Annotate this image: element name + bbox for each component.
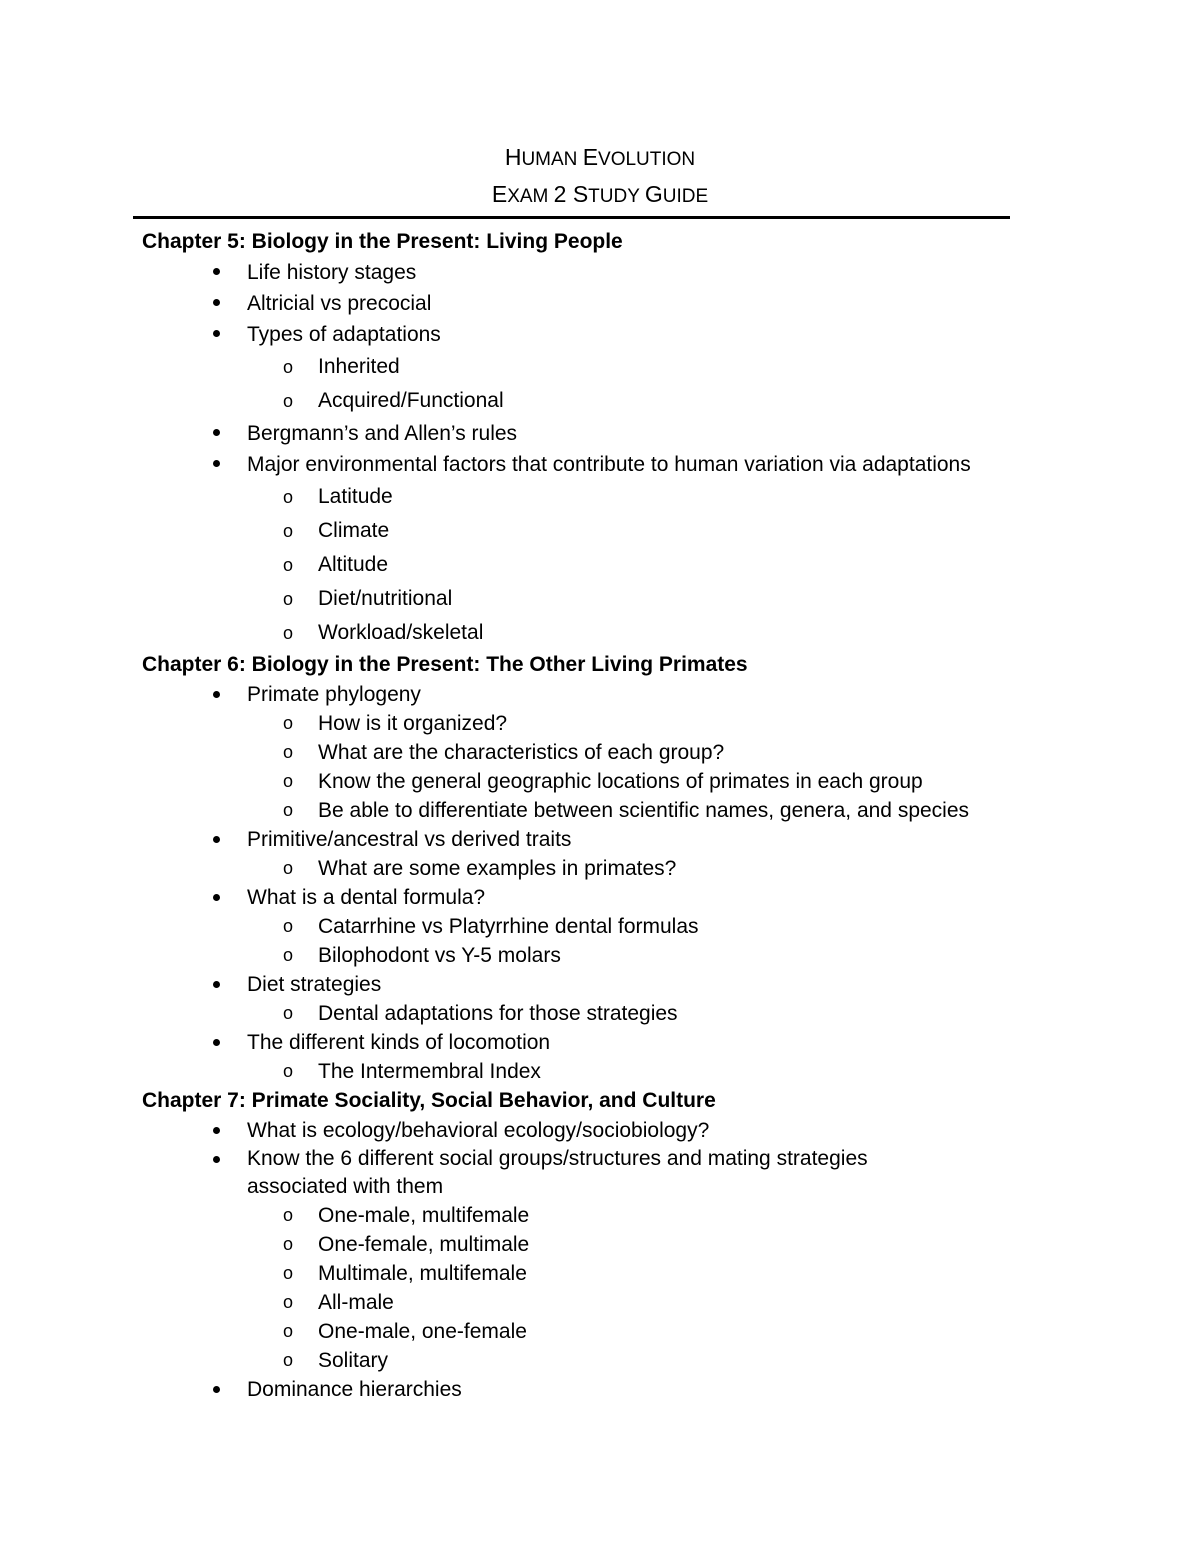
- sub-bullet-icon: o: [283, 521, 294, 541]
- subtopic-text: Diet/nutritional: [318, 587, 453, 610]
- subtopic-item: [142, 738, 1142, 767]
- sub-bullet-icon: o: [283, 800, 294, 820]
- title-line-course: [0, 140, 1200, 177]
- subtopic-list: [247, 709, 1142, 825]
- topic-text: Types of adaptations: [247, 323, 441, 346]
- topic-text: Primate phylogeny: [247, 683, 421, 706]
- subtopic-text: Solitary: [318, 1349, 389, 1372]
- subtopic-item: [142, 384, 1142, 418]
- sub-bullet-icon: o: [283, 1350, 294, 1370]
- subtopic-item: [142, 514, 1142, 548]
- subtopic-item: [142, 548, 1142, 582]
- title-segment: E: [582, 144, 599, 170]
- title-line-guide: [0, 177, 1200, 214]
- sub-bullet-icon: o: [283, 945, 294, 965]
- topic-item: [142, 680, 1142, 825]
- subtopic-item: [142, 1057, 1142, 1086]
- sub-bullet-icon: o: [283, 589, 294, 609]
- subtopic-text: One-male, one-female: [318, 1320, 527, 1343]
- subtopic-list: [247, 912, 1142, 970]
- sub-bullet-icon: o: [283, 1263, 294, 1283]
- subtopic-item: [142, 616, 1142, 650]
- subtopic-item: [142, 709, 1142, 738]
- title-segment: H: [504, 144, 522, 170]
- subtopic-text: Catarrhine vs Platyrrhine dental formulas: [318, 915, 699, 938]
- subtopic-text: Inherited: [318, 355, 400, 378]
- subtopic-item: [142, 767, 1142, 796]
- topic-text: The different kinds of locomotion: [247, 1031, 551, 1054]
- bullet-icon: [213, 981, 220, 988]
- topic-list: [142, 1116, 1142, 1404]
- subtopic-item: [142, 854, 1142, 883]
- title-divider: [133, 216, 1010, 219]
- topic-text: Life history stages: [247, 261, 417, 284]
- subtopic-list: [247, 350, 1142, 418]
- subtopic-text: Climate: [318, 519, 390, 542]
- subtopic-list: [247, 999, 1142, 1028]
- subtopic-text: One-female, multimale: [318, 1233, 530, 1256]
- topic-item: [142, 418, 1142, 449]
- sub-bullet-icon: o: [283, 555, 294, 575]
- document-title: [0, 140, 1200, 214]
- subtopic-item: [142, 350, 1142, 384]
- bullet-icon: [213, 429, 220, 436]
- subtopic-item: [142, 1346, 1142, 1375]
- sub-bullet-icon: o: [283, 487, 294, 507]
- topic-text: Bergmann’s and Allen’s rules: [247, 422, 518, 445]
- subtopic-item: [142, 999, 1142, 1028]
- topic-item: [142, 449, 1142, 650]
- subtopic-text: Know the general geographic locations of primates in each group: [318, 770, 923, 793]
- topic-item: [142, 1375, 1142, 1404]
- chapter-heading: Chapter 5: Biology in the Present: Living People: [142, 230, 623, 253]
- sub-bullet-icon: o: [283, 1061, 294, 1081]
- topic-item: [142, 883, 1142, 970]
- subtopic-list: [247, 1201, 1142, 1375]
- subtopic-item: [142, 1288, 1142, 1317]
- subtopic-text: Latitude: [318, 485, 393, 508]
- subtopic-list: [247, 480, 1142, 650]
- sub-bullet-icon: o: [283, 916, 294, 936]
- title-segment: VOLUTION: [598, 149, 696, 170]
- subtopic-item: [142, 1317, 1142, 1346]
- topic-item: [142, 319, 1142, 418]
- topic-list: [142, 680, 1142, 1086]
- sub-bullet-icon: o: [283, 1292, 294, 1312]
- topic-item: [142, 1028, 1142, 1086]
- bullet-icon: [213, 1386, 220, 1393]
- subtopic-text: Workload/skeletal: [318, 621, 484, 644]
- title-segment: UIDE: [662, 186, 709, 207]
- bullet-icon: [213, 460, 220, 467]
- sub-bullet-icon: o: [283, 858, 294, 878]
- topic-list: [142, 257, 1142, 650]
- subtopic-text: Bilophodont vs Y-5 molars: [318, 944, 561, 967]
- subtopic-item: [142, 941, 1142, 970]
- subtopic-item: [142, 912, 1142, 941]
- topic-text: Dominance hierarchies: [247, 1378, 462, 1401]
- topic-text: Major environmental factors that contribute to human variation via adaptations: [247, 453, 971, 476]
- subtopic-item: [142, 480, 1142, 514]
- bullet-icon: [213, 691, 220, 698]
- subtopic-text: Be able to differentiate between scientific names, genera, and species: [318, 799, 970, 822]
- subtopic-item: [142, 582, 1142, 616]
- title-segment: UMAN: [521, 149, 583, 170]
- topic-item: [142, 257, 1142, 288]
- bullet-icon: [213, 1156, 220, 1163]
- subtopic-text: Altitude: [318, 553, 389, 576]
- title-segment: 2 S: [553, 181, 589, 207]
- chapter-heading: Chapter 6: Biology in the Present: The Other Living Primates: [142, 653, 748, 676]
- sub-bullet-icon: o: [283, 391, 294, 411]
- subtopic-item: [142, 796, 1142, 825]
- sub-bullet-icon: o: [283, 1321, 294, 1341]
- bullet-icon: [213, 299, 220, 306]
- subtopic-text: All-male: [318, 1291, 394, 1314]
- title-segment: E: [491, 181, 508, 207]
- sub-bullet-icon: o: [283, 713, 294, 733]
- sub-bullet-icon: o: [283, 1205, 294, 1225]
- sub-bullet-icon: o: [283, 1234, 294, 1254]
- bullet-icon: [213, 330, 220, 337]
- subtopic-item: [142, 1259, 1142, 1288]
- sub-bullet-icon: o: [283, 771, 294, 791]
- subtopic-text: The Intermembral Index: [318, 1060, 541, 1083]
- bullet-icon: [213, 894, 220, 901]
- topic-text: What is a dental formula?: [247, 886, 486, 909]
- subtopic-item: [142, 1201, 1142, 1230]
- sub-bullet-icon: o: [283, 1003, 294, 1023]
- sub-bullet-icon: o: [283, 357, 294, 377]
- topic-item: [142, 1116, 1142, 1145]
- subtopic-text: What are some examples in primates?: [318, 857, 677, 880]
- subtopic-text: One-male, multifemale: [318, 1204, 530, 1227]
- title-segment: G: [644, 181, 663, 207]
- topic-text: Primitive/ancestral vs derived traits: [247, 828, 572, 851]
- topic-item: [142, 288, 1142, 319]
- topic-item: [142, 1145, 1142, 1375]
- study-guide-content: [142, 227, 1142, 1404]
- topic-text: Diet strategies: [247, 973, 382, 996]
- topic-text: What is ecology/behavioral ecology/sociobiology?: [247, 1119, 710, 1142]
- subtopic-item: [142, 1230, 1142, 1259]
- bullet-icon: [213, 1039, 220, 1046]
- topic-text: Know the 6 different social groups/structures and mating strategies associated with them: [247, 1147, 868, 1198]
- subtopic-text: Multimale, multifemale: [318, 1262, 527, 1285]
- subtopic-text: Acquired/Functional: [318, 389, 504, 412]
- sub-bullet-icon: o: [283, 623, 294, 643]
- title-segment: TUDY: [588, 186, 645, 207]
- subtopic-text: How is it organized?: [318, 712, 508, 735]
- topic-text: Altricial vs precocial: [247, 292, 432, 315]
- chapter-heading: Chapter 7: Primate Sociality, Social Behavior, and Culture: [142, 1089, 716, 1112]
- bullet-icon: [213, 268, 220, 275]
- topic-item: [142, 825, 1142, 883]
- subtopic-list: [247, 854, 1142, 883]
- topic-item: [142, 970, 1142, 1028]
- bullet-icon: [213, 836, 220, 843]
- bullet-icon: [213, 1127, 220, 1134]
- sub-bullet-icon: o: [283, 742, 294, 762]
- title-segment: XAM: [507, 186, 554, 207]
- subtopic-text: Dental adaptations for those strategies: [318, 1002, 678, 1025]
- subtopic-list: [247, 1057, 1142, 1086]
- subtopic-text: What are the characteristics of each group?: [318, 741, 725, 764]
